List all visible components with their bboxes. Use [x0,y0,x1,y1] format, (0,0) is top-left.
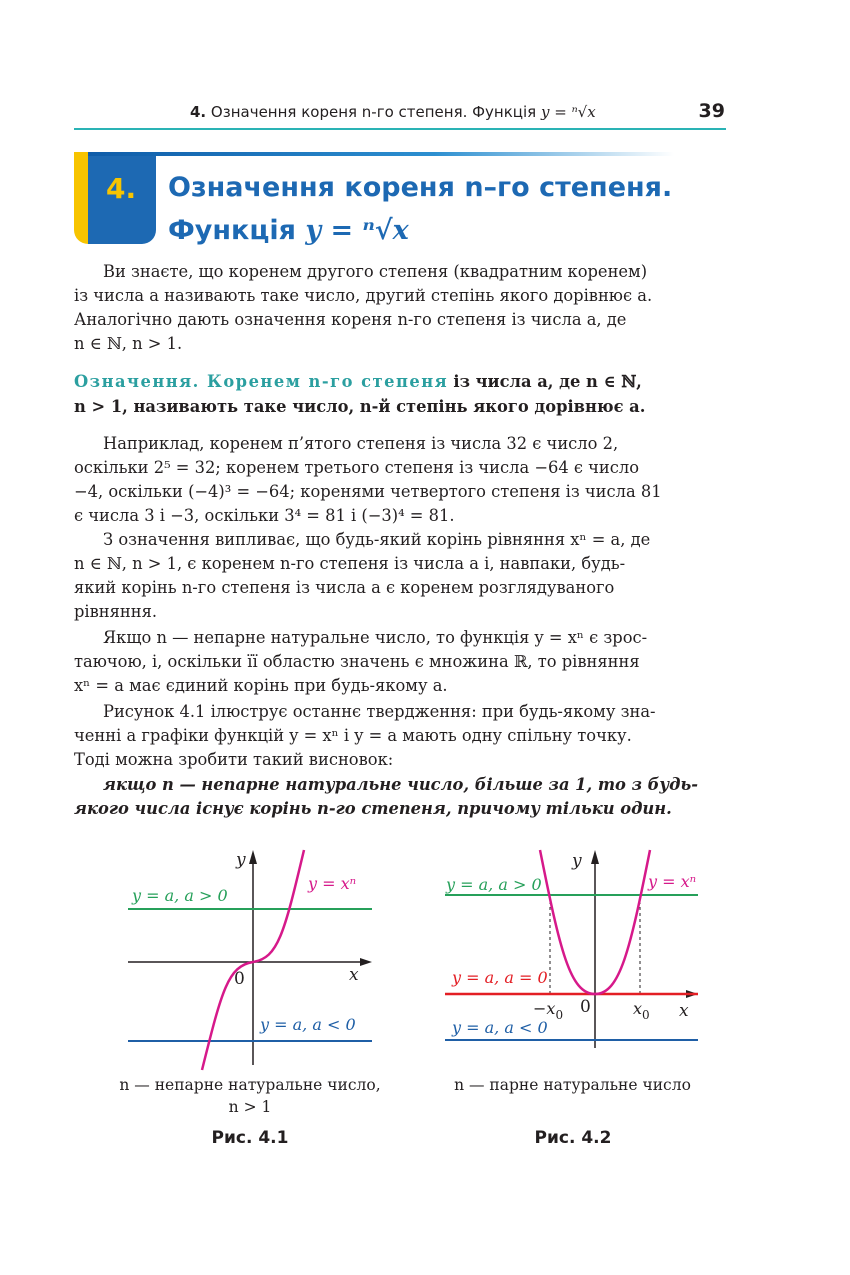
fig1-caption-line-2: n > 1 [228,1098,272,1116]
conclusion-line-2: якого числа існує корінь n-го степеня, причому тільки один. [74,799,672,818]
fig2-x-label: x [679,1001,689,1021]
fig2-neg-x0-main: −x [533,999,556,1018]
para4-line-1: Рисунок 4.1 ілюструє останнє твердження: при будь-якому зна- [103,702,656,721]
fig1-line-a-negative-label: y = a, a < 0 [260,1015,356,1034]
definition-line-1 [74,372,726,391]
fig2-caption: n — парне натуральне число [454,1076,691,1094]
para4-line-2: ченні a графіки функцій y = xⁿ і y = a мають одну спільну точку. [74,726,632,745]
intro-line-4: n ∈ ℕ, n > 1. [74,334,183,353]
para2-line-3: який корінь n-го степеня із числа a є коренем розглядуваного [74,578,615,597]
intro-line-2: із числа a називають таке число, другий степінь якого дорівнює a. [74,286,653,305]
intro-line-1: Ви знаєте, що коренем другого степеня (квадратним коренем) [103,262,648,281]
fig2-y-label: y [572,851,582,871]
para3-line-1: Якщо n — непарне натуральне число, то функція y = xⁿ є зрос- [103,628,648,647]
fig1-x-arrow [360,958,372,966]
title-accent-yellow [74,152,88,244]
running-header [190,100,725,122]
header-section-num: 4. [190,103,207,121]
fig1-caption-line-1: n — непарне натуральне число, [119,1076,381,1094]
section-title-word: Функція [168,215,296,246]
fig1-curve-label: y = xⁿ [308,874,357,893]
conclusion-line-1: якщо n — непарне натуральне число, більше за 1, то з будь- [103,775,698,794]
fig2-origin: 0 [580,997,591,1017]
para2-line-4: рівняння. [74,602,158,621]
section-title-line1: Означення кореня n–го степеня. [168,172,673,203]
intro-line-3: Аналогічно дають означення кореня n-го степеня із числа a, де [74,310,627,329]
definition-keyword: Означення. Коренем n-го степеня [74,372,449,391]
definition-rest: із числа a, де n ∈ ℕ, [453,372,642,391]
example-line-4: є числа 3 і −3, оскільки 3⁴ = 81 і (−3)⁴ = 81. [74,506,455,525]
header-rule [74,128,726,130]
definition-line-2: n > 1, називають таке число, n-й степінь якого дорівнює a. [74,397,646,416]
para2-line-1: З означення випливає, що будь-який корінь рівняння xⁿ = a, де [103,530,651,549]
figure-4-1 [110,840,400,1075]
fig2-y-arrow [591,850,599,864]
fig2-line-a-zero-label: y = a, a = 0 [452,968,548,987]
fig2-pos-x0-sub: 0 [642,1008,650,1022]
fig2-line-a-negative-label: y = a, a < 0 [452,1018,548,1037]
fig1-x-label: x [349,965,359,985]
fig1-y-arrow [249,850,257,864]
para3-line-3: xⁿ = a має єдиний корінь при будь-якому a. [74,676,448,695]
fig1-origin: 0 [234,969,245,989]
example-line-3: −4, оскільки (−4)³ = −64; коренями четвертого степеня із числа 81 [74,482,662,501]
para3-line-2: таючою, і, оскільки її областю значень є множина ℝ, то рівняння [74,652,640,671]
para2-line-2: n ∈ ℕ, n > 1, є коренем n-го степеня із числа a і, навпаки, будь- [74,554,626,573]
fig1-label: Рис. 4.1 [211,1128,289,1148]
fig1-line-a-positive-label: y = a, a > 0 [132,886,228,905]
fig2-curve-label: y = xⁿ [648,872,697,891]
fig2-neg-x0-sub: 0 [555,1008,564,1022]
header-formula: y = ⁿ√x [541,103,596,121]
section-title-formula: y = ⁿ√x [305,215,409,246]
fig2-pos-x0-label [633,999,650,1022]
title-bar [74,152,674,156]
fig2-pos-x0-main: x [633,999,643,1018]
fig2-label: Рис. 4.2 [534,1128,612,1148]
example-line-2: оскільки 2⁵ = 32; коренем третього степеня із числа −64 є число [74,458,640,477]
fig2-line-a-positive-label: y = a, a > 0 [446,875,542,894]
para4-line-3: Тоді можна зробити такий висновок: [74,750,394,769]
figure-4-2 [440,840,715,1065]
fig1-y-label: y [236,850,246,870]
section-number: 4. [106,172,137,205]
page-number: 39 [698,100,725,122]
example-line-1: Наприклад, коренем п’ятого степеня із числа 32 є число 2, [103,434,619,453]
header-title: Означення кореня n-го степеня. Функція [210,103,537,121]
section-title-line2 [168,215,409,246]
